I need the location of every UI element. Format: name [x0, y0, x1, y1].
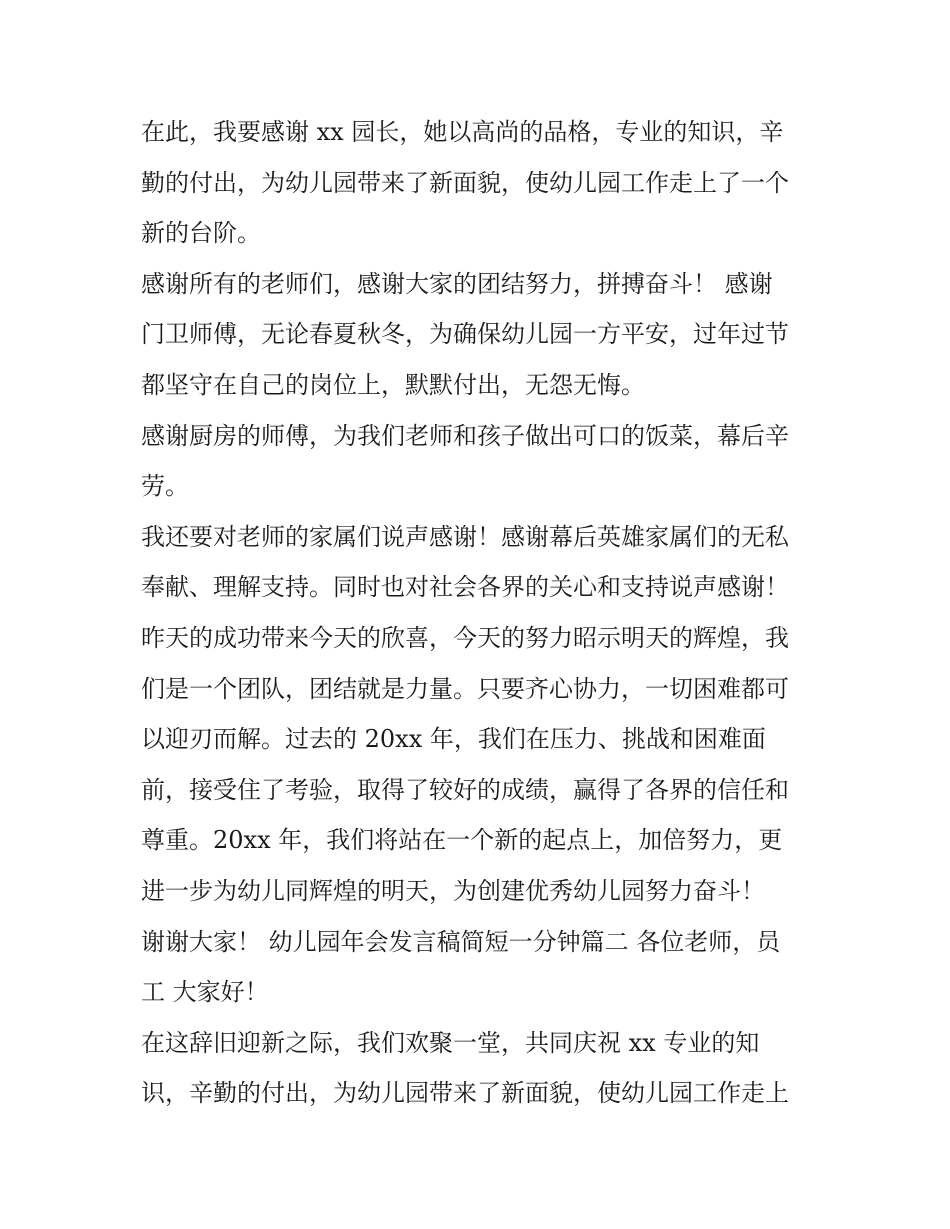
text-line: 尊重。20xx 年，我们将站在一个新的起点上，加倍努力，更 — [141, 826, 783, 855]
text-line: 谢谢大家！ 幼儿园年会发言稿简短一分钟篇二 各位老师，员 — [141, 927, 781, 956]
text-line: 勤的付出，为幼儿园带来了新面貌，使幼儿园工作走上了一个 — [141, 168, 789, 197]
text-line: 劳。 — [141, 472, 189, 501]
text-line: 新的台阶。 — [141, 219, 261, 248]
text-line: 识，辛勤的付出，为幼儿园带来了新面貌，使幼儿园工作走上 — [141, 1079, 789, 1108]
text-line: 我还要对老师的家属们说声感谢！感谢幕后英雄家属们的无私 — [141, 522, 789, 551]
text-line: 感谢厨房的师傅，为我们老师和孩子做出可口的饭菜，幕后辛 — [141, 421, 789, 450]
text-line: 工 大家好！ — [141, 978, 269, 1007]
text-line: 在此，我要感谢 xx 园长，她以高尚的品格，专业的知识，辛 — [141, 118, 784, 146]
text-line: 都坚守在自己的岗位上，默默付出，无怨无悔。 — [141, 370, 645, 399]
text-line: 们是一个团队，团结就是力量。只要齐心协力，一切困难都可 — [141, 674, 789, 703]
text-line: 以迎刃而解。过去的 20xx 年，我们在压力、挑战和困难面 — [141, 725, 766, 754]
text-line: 在这辞旧迎新之际，我们欢聚一堂，共同庆祝 xx 专业的知 — [141, 1028, 760, 1057]
text-line: 前，接受住了考验，取得了较好的成绩，赢得了各界的信任和 — [141, 775, 789, 804]
text-line: 进一步为幼儿同辉煌的明天，为创建优秀幼儿园努力奋斗！ — [141, 876, 765, 905]
text-line: 昨天的成功带来今天的欣喜，今天的努力昭示明天的辉煌，我 — [141, 623, 789, 652]
body-text — [141, 107, 816, 1119]
text-line: 奉献、理解支持。同时也对社会各界的关心和支持说声感谢！ — [141, 573, 789, 602]
text-line: 门卫师傅，无论春夏秋冬，为确保幼儿园一方平安，过年过节 — [141, 320, 789, 349]
text-line: 感谢所有的老师们，感谢大家的团结努力，拼搏奋斗！ 感谢 — [141, 269, 773, 298]
